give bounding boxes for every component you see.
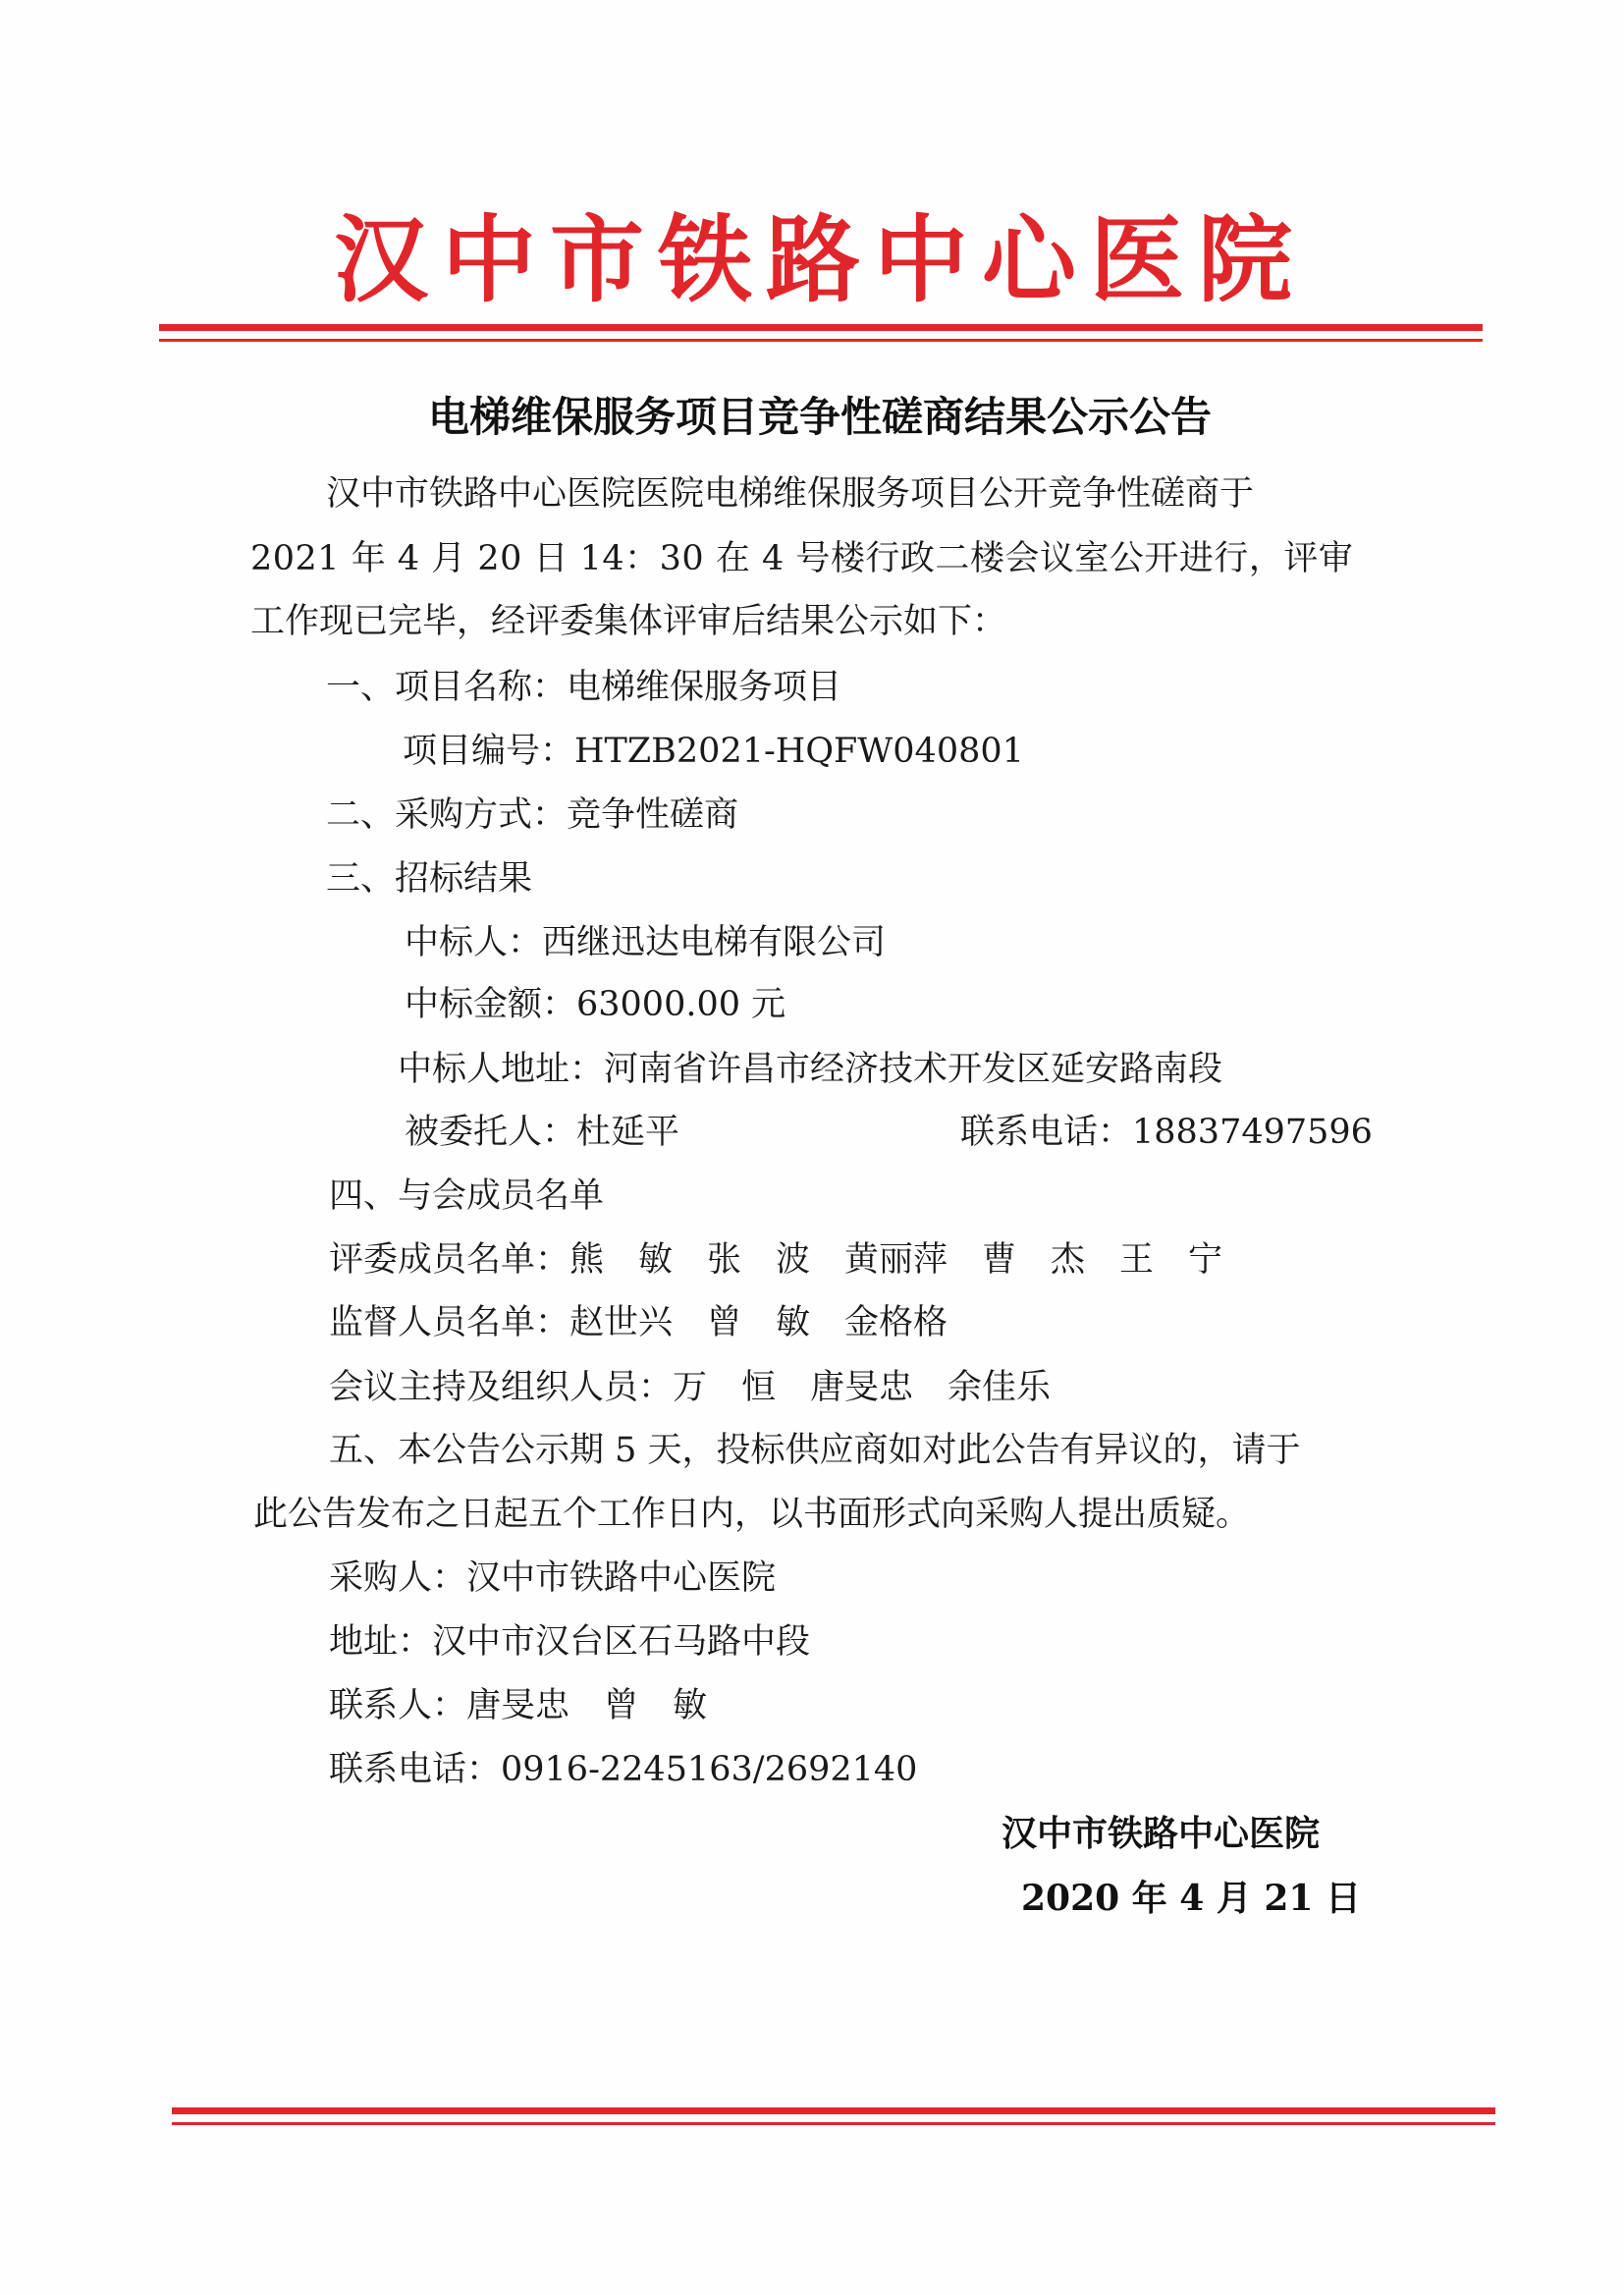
winning-bidder: 中标人：西继迅达电梯有限公司 (405, 923, 887, 962)
masthead-org-name: 汉中市铁路中心医院 (334, 204, 1306, 315)
bid-result-heading: 三、招标结果 (326, 859, 533, 899)
project-number: 项目编号：HTZB2021-HQFW040801 (403, 732, 1024, 771)
supervisors-list: 监督人员名单：赵世兴 曾 敏 金格格 (329, 1303, 948, 1342)
intro-line-2: 2021 年 4 月 20 日 14：30 在 4 号楼行政二楼会议室公开进行，评审 (250, 539, 1354, 578)
agent-phone: 联系电话：18837497596 (960, 1113, 1373, 1152)
signature-org: 汉中市铁路中心医院 (1001, 1813, 1321, 1854)
purchaser: 采购人：汉中市铁路中心医院 (329, 1558, 777, 1598)
winning-amount: 中标金额：63000.00 元 (405, 985, 786, 1024)
project-name: 一、项目名称：电梯维保服务项目 (326, 668, 842, 707)
contact-phone: 联系电话：0916-2245163/2692140 (329, 1750, 918, 1789)
authorized-agent: 被委托人：杜延平 (405, 1113, 680, 1152)
document-title: 电梯维保服务项目竞争性磋商结果公示公告 (427, 393, 1212, 441)
judges-list: 评委成员名单：熊 敏 张 波 黄丽萍 曹 杰 王 宁 (329, 1240, 1223, 1280)
purchaser-address: 地址：汉中市汉台区石马路中段 (329, 1622, 811, 1662)
masthead-rule-thick (159, 324, 1483, 331)
procurement-method: 二、采购方式：竞争性磋商 (326, 795, 739, 835)
signature-date: 2020 年 4 月 21 日 (1021, 1878, 1362, 1919)
contact-persons: 联系人：唐旻忠 曾 敏 (329, 1686, 708, 1725)
notice-period-line-2: 此公告发布之日起五个工作日内，以书面形式向采购人提出质疑。 (253, 1495, 1251, 1534)
masthead-rule-thin (159, 339, 1483, 342)
intro-line-1: 汉中市铁路中心医院医院电梯维保服务项目公开竞争性磋商于 (326, 474, 1255, 514)
winner-address: 中标人地址：河南省许昌市经济技术开发区延安路南段 (398, 1050, 1223, 1089)
notice-period-line-1: 五、本公告公示期 5 天，投标供应商如对此公告有异议的，请于 (329, 1431, 1301, 1470)
hosts-list: 会议主持及组织人员：万 恒 唐旻忠 余佳乐 (329, 1368, 1052, 1407)
footer-rule-thin (172, 2122, 1495, 2125)
members-heading: 四、与会成员名单 (329, 1176, 605, 1216)
footer-rule-thick (172, 2107, 1495, 2114)
intro-line-3: 工作现已完毕，经评委集体评审后结果公示如下： (250, 602, 1007, 641)
